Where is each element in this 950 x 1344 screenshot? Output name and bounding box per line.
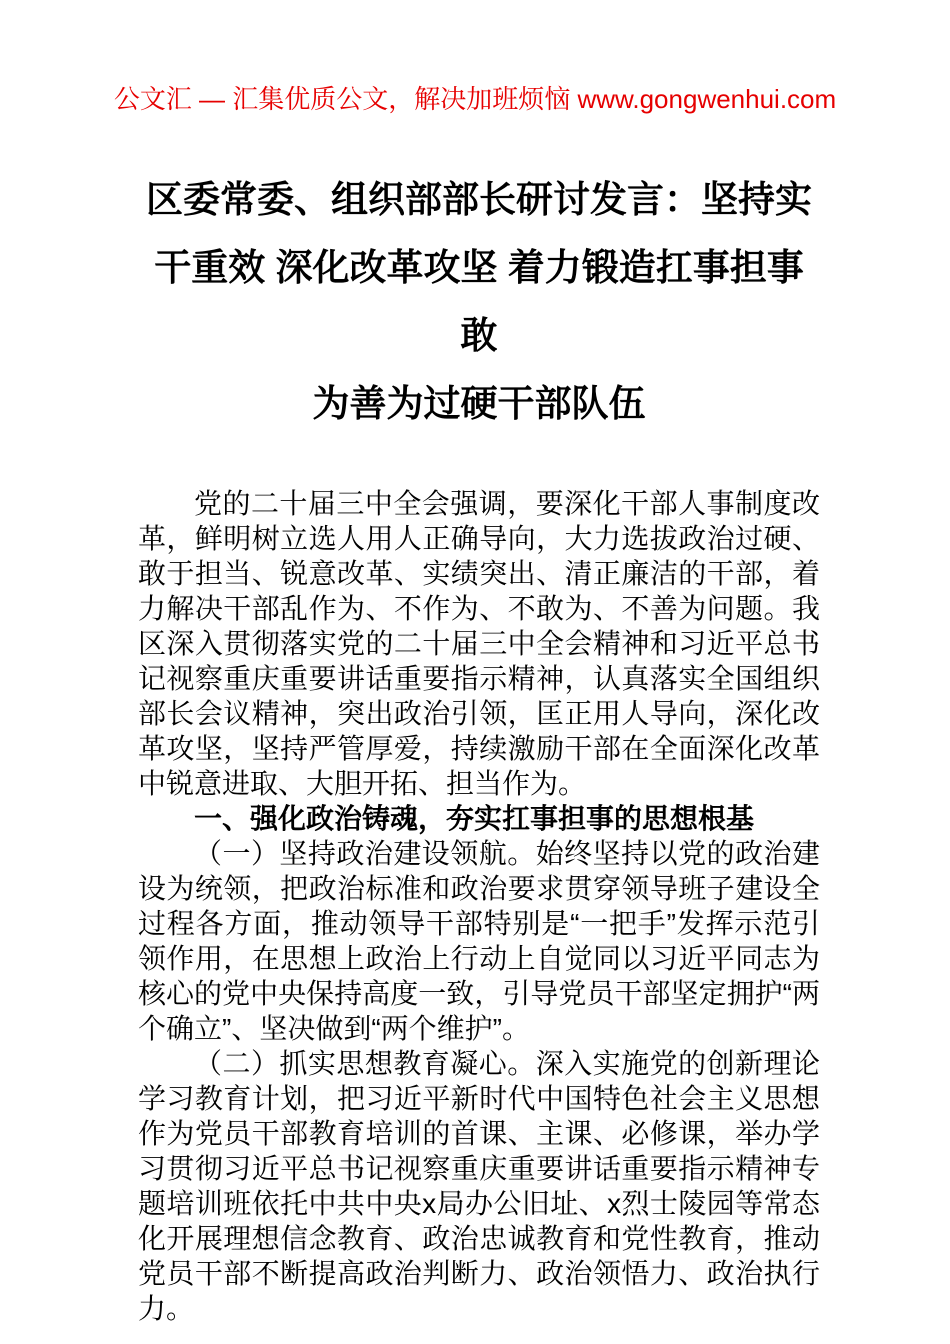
document-title-line-2: 干重效 深化改革攻坚 着力锻造扛事担事敢: [154, 247, 804, 356]
subsection-paragraph-2: （二）抓实思想教育凝心。深入实施党的创新理论学习教育计划，把习近平新时代中国特色社会主义思想作为党员干部教育培训的首课、主课、必修课，举办学习贯彻习近平总书记视察重庆重要讲话重要指示精神专题培训班依托中共中央x局办公旧址、x烈士陵园等常态化开展理想信念教育、政治忠诚教育和党性教育，推动党员干部不断提高政治判断力、政治领悟力、政治执行力。: [138, 1048, 820, 1324]
section-heading-1: 一、强化政治铸魂，夯实扛事担事的思想根基: [194, 803, 755, 834]
document-title: [0, 166, 950, 438]
intro-paragraph: 党的二十届三中全会强调，要深化干部人事制度改革，鲜明树立选人用人正确导向，大力选拔政治过硬、敢于担当、锐意改革、实绩突出、清正廉洁的干部，着力解决干部乱作为、不作为、不敢为、不善为问题。我区深入贯彻落实党的二十届三中全会精神和习近平总书记视察重庆重要讲话重要指示精神，认真落实全国组织部长会议精神，突出政治引领，匡正用人导向，深化改革攻坚，坚持严管厚爱，持续激励干部在全面深化改革中锐意进取、大胆开拓、担当作为。: [138, 488, 820, 799]
document-title-line-3: 为善为过硬干部队伍: [312, 383, 646, 424]
document-body: [0, 486, 950, 1326]
site-watermark: 公文汇 — 汇集优质公文，解决加班烦恼 www.gongwenhui.com: [113, 84, 837, 114]
document-title-line-1: 区委常委、组织部部长研讨发言：坚持实: [146, 179, 812, 220]
subsection-paragraph-1: （一）坚持政治建设领航。始终坚持以党的政治建设为统领，把政治标准和政治要求贯穿领导班子建设全过程各方面，推动领导干部特别是“一把手”发挥示范引领作用，在思想上政治上行动上自觉同以习近平同志为核心的党中央保持高度一致，引导党员干部坚定拥护“两个确立”、坚决做到“两个维护”。: [138, 838, 820, 1044]
